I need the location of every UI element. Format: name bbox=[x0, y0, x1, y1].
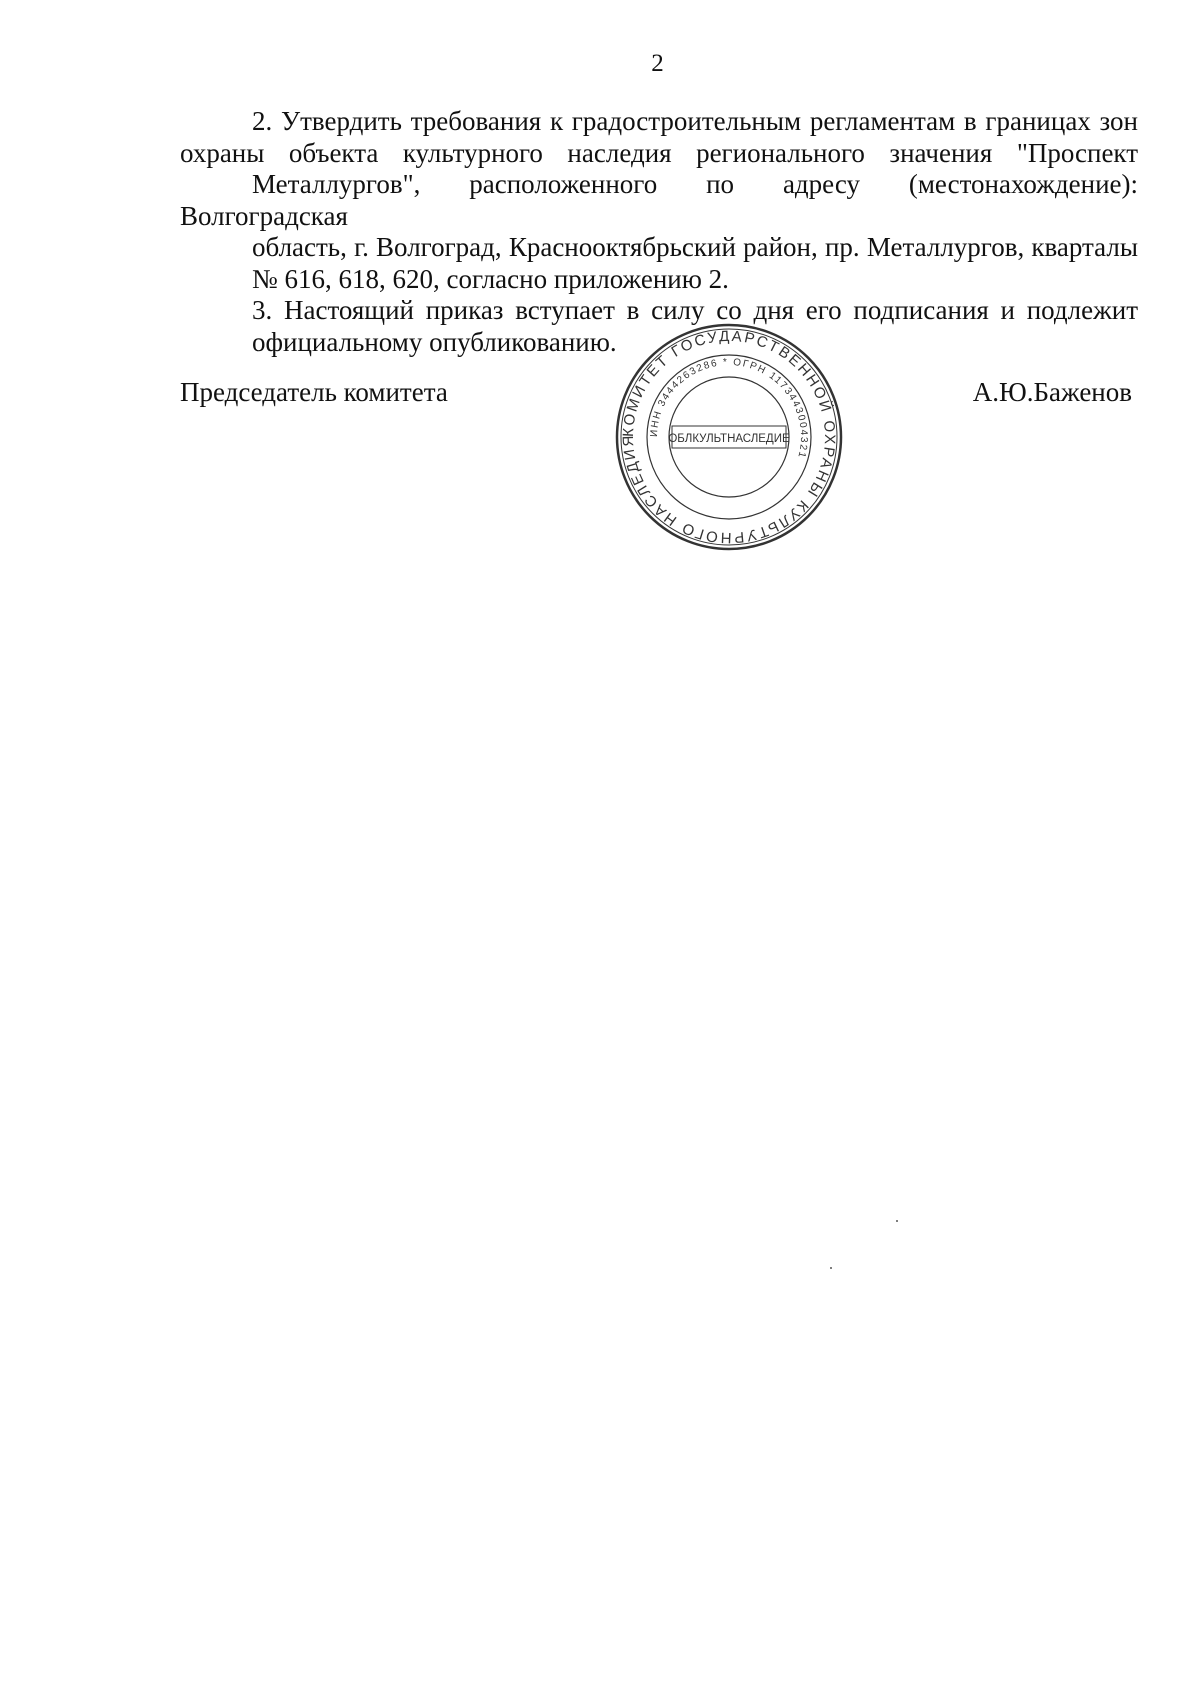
seal-center-text: ОБЛКУЛЬТНАСЛЕДИЕ bbox=[668, 433, 790, 445]
signatory-title: Председатель комитета bbox=[180, 377, 448, 407]
seal-graphic bbox=[614, 322, 844, 552]
scan-speck bbox=[830, 1267, 832, 1269]
paragraph-item-2 bbox=[180, 106, 1138, 295]
official-seal bbox=[614, 322, 844, 552]
document-body bbox=[180, 106, 1138, 358]
text-line: 2. Утвердить требования к градостроительным регламентам в границах зон bbox=[252, 106, 1138, 136]
text-line: охраны объекта культурного наследия регионального значения "Проспект bbox=[180, 137, 1138, 168]
text-line: область, г. Волгоград, Краснооктябрьский район, пр. Металлургов, кварталы bbox=[252, 232, 1138, 262]
text-line: № 616, 618, 620, согласно приложению 2. bbox=[252, 263, 729, 294]
scan-speck bbox=[896, 1220, 898, 1222]
page-number: 2 bbox=[651, 50, 664, 77]
text-line: официальному опубликованию. bbox=[252, 326, 617, 357]
text-line: 3. Настоящий приказ вступает в силу со дня его подписания и подлежит bbox=[252, 295, 1138, 325]
signatory-name: А.Ю.Баженов bbox=[972, 377, 1132, 407]
seal-inner-text: ИНН 3444263286 * ОГРН 1173443004321 bbox=[648, 356, 810, 461]
seal-outer-text: КОМИТЕТ ГОСУДАРСТВЕННОЙ ОХРАНЫ КУЛЬТУРНОГО НАСЛЕДИЯ bbox=[619, 327, 839, 547]
text-line: Металлургов", расположенного по адресу (местонахождение): Волгоградская bbox=[180, 169, 1138, 231]
